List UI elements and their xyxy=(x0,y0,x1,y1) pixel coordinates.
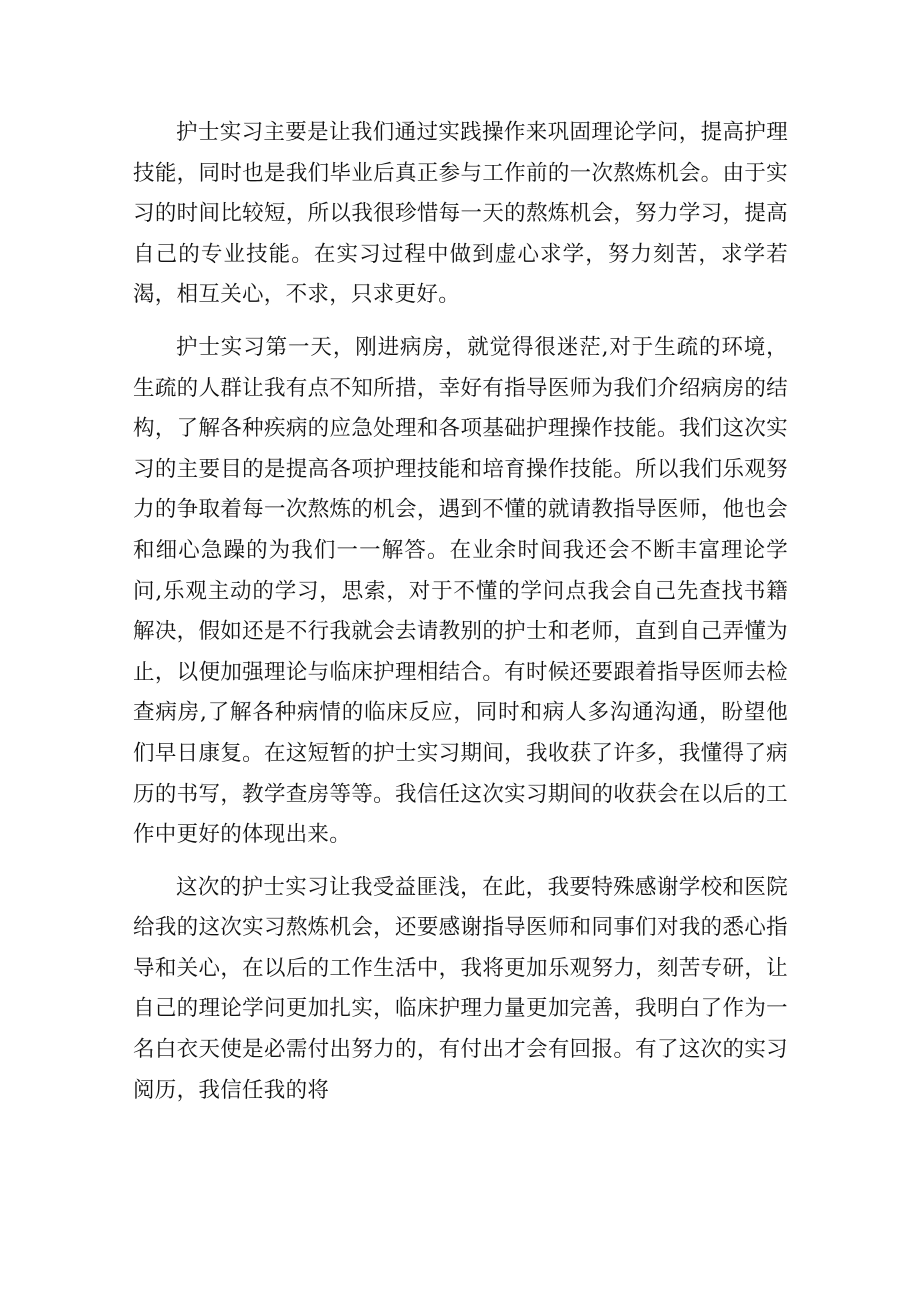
paragraph-3: 这次的护士实习让我受益匪浅，在此，我要特殊感谢学校和医院给我的这次实习熬炼机会，还要感谢指导医师和同事们对我的悉心指导和关心，在以后的工作生活中，我将更加乐观努力，刻苦专研，让自己的理论学问更加扎实，临床护理力量更加完善，我明白了作为一名白衣天使是必需付出努力的，有付出才会有回报。有了这次的实习阅历，我信任我的将 xyxy=(133,874,788,1103)
paragraph-1: 护士实习主要是让我们通过实践操作来巩固理论学问，提高护理技能，同时也是我们毕业后真正参与工作前的一次熬炼机会。由于实习的时间比较短，所以我很珍惜每一天的熬炼机会，努力学习，提高自己的专业技能。在实习过程中做到虚心求学，努力刻苦，求学若渴，相互关心，不求，只求更好。 xyxy=(133,120,788,308)
document-body xyxy=(133,113,788,1111)
paragraph-2: 护士实习第一天，刚进病房，就觉得很迷茫,对于生疏的环境，生疏的人群让我有点不知所措，幸好有指导医师为我们介绍病房的结构，了解各种疾病的应急处理和各项基础护理操作技能。我们这次实习的主要目的是提高各项护理技能和培育操作技能。所以我们乐观努力的争取着每一次熬炼的机会，遇到不懂的就请教指导医师，他也会和细心急躁的为我们一一解答。在业余时间我还会不断丰富理论学问,乐观主动的学习，思索，对于不懂的学问点我会自己先查找书籍解决，假如还是不行我就会去请教别的护士和老师，直到自己弄懂为止，以便加强理论与临床护理相结合。有时候还要跟着指导医师去检查病房,了解各种病情的临床反应，同时和病人多沟通沟通，盼望他们早日康复。在这短暂的护士实习期间，我收获了许多，我懂得了病历的书写，教学查房等等。我信任这次实习期间的收获会在以后的工作中更好的体现出来。 xyxy=(133,334,788,848)
